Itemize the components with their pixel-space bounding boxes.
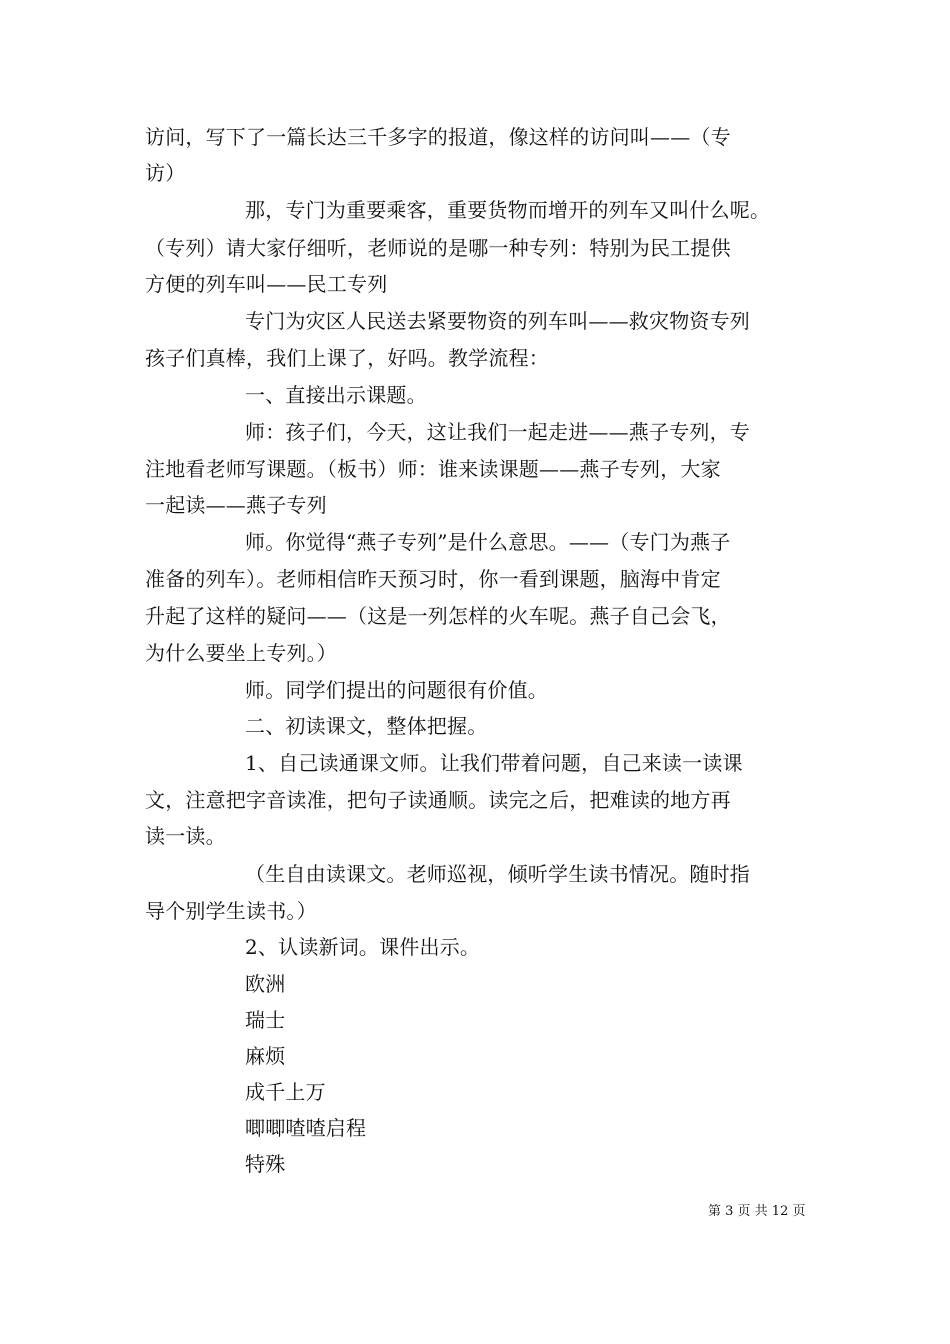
text-line: 方便的列车叫——民工专列 [145,272,388,296]
vocabulary-word: 欧洲 [245,972,286,996]
text-line: 升起了这样的疑问——（这是一列怎样的火车呢。燕子自己会飞， [145,604,731,628]
text-line: 一起读——燕子专列 [145,493,327,517]
text-line: 读一读。 [145,824,226,848]
text-line: 为什么要坐上专列。） [145,641,337,665]
vocabulary-word: 唧唧喳喳启程 [245,1116,367,1140]
text-line: 师。同学们提出的问题很有价值。 [245,678,548,702]
text-line: 师：孩子们，今天，这让我们一起走进——燕子专列，专 [245,420,750,444]
text-line: 那，专门为重要乘客，重要货物而增开的列车又叫什么呢。 [245,198,771,222]
section-heading: 二、初读课文，整体把握。 [245,714,488,738]
vocabulary-word: 特殊 [245,1152,286,1176]
text-line: 2、认读新词。课件出示。 [245,935,481,959]
vocabulary-word: 成千上万 [245,1080,326,1104]
text-line: 文，注意把字音读准，把句子读通顺。读完之后，把难读的地方再 [145,788,731,812]
vocabulary-word: 麻烦 [245,1044,286,1068]
text-line: 师。你觉得“燕子专列”是什么意思。——（专门为燕子 [245,530,731,554]
section-heading: 一、直接出示课题。 [245,383,427,407]
text-line: 专门为灾区人民送去紧要物资的列车叫——救灾物资专列 [245,309,750,333]
text-line: （专列）请大家仔细听，老师说的是哪一种专列：特别为民工提供 [145,236,731,260]
text-line: 注地看老师写课题。（板书）师：谁来读课题——燕子专列，大家 [145,457,721,481]
text-line: 准备的列车）。老师相信昨天预习时，你一看到课题，脑海中肯定 [145,567,721,591]
text-line: （生自由读课文。老师巡视，倾听学生读书情况。随时指 [245,862,750,886]
text-line: 1、自己读通课文师。让我们带着问题，自己来读一读课 [245,751,743,775]
page-number-footer: 第 3 页 共 12 页 [708,1204,806,1219]
text-line: 导个别学生读书。） [145,899,317,923]
text-line: 孩子们真棒，我们上课了，好吗。教学流程： [145,346,549,370]
text-line: 访） [145,161,186,185]
text-line: 访问，写下了一篇长达三千多字的报道，像这样的访问叫——（专 [145,125,731,149]
vocabulary-word: 瑞士 [245,1008,286,1032]
